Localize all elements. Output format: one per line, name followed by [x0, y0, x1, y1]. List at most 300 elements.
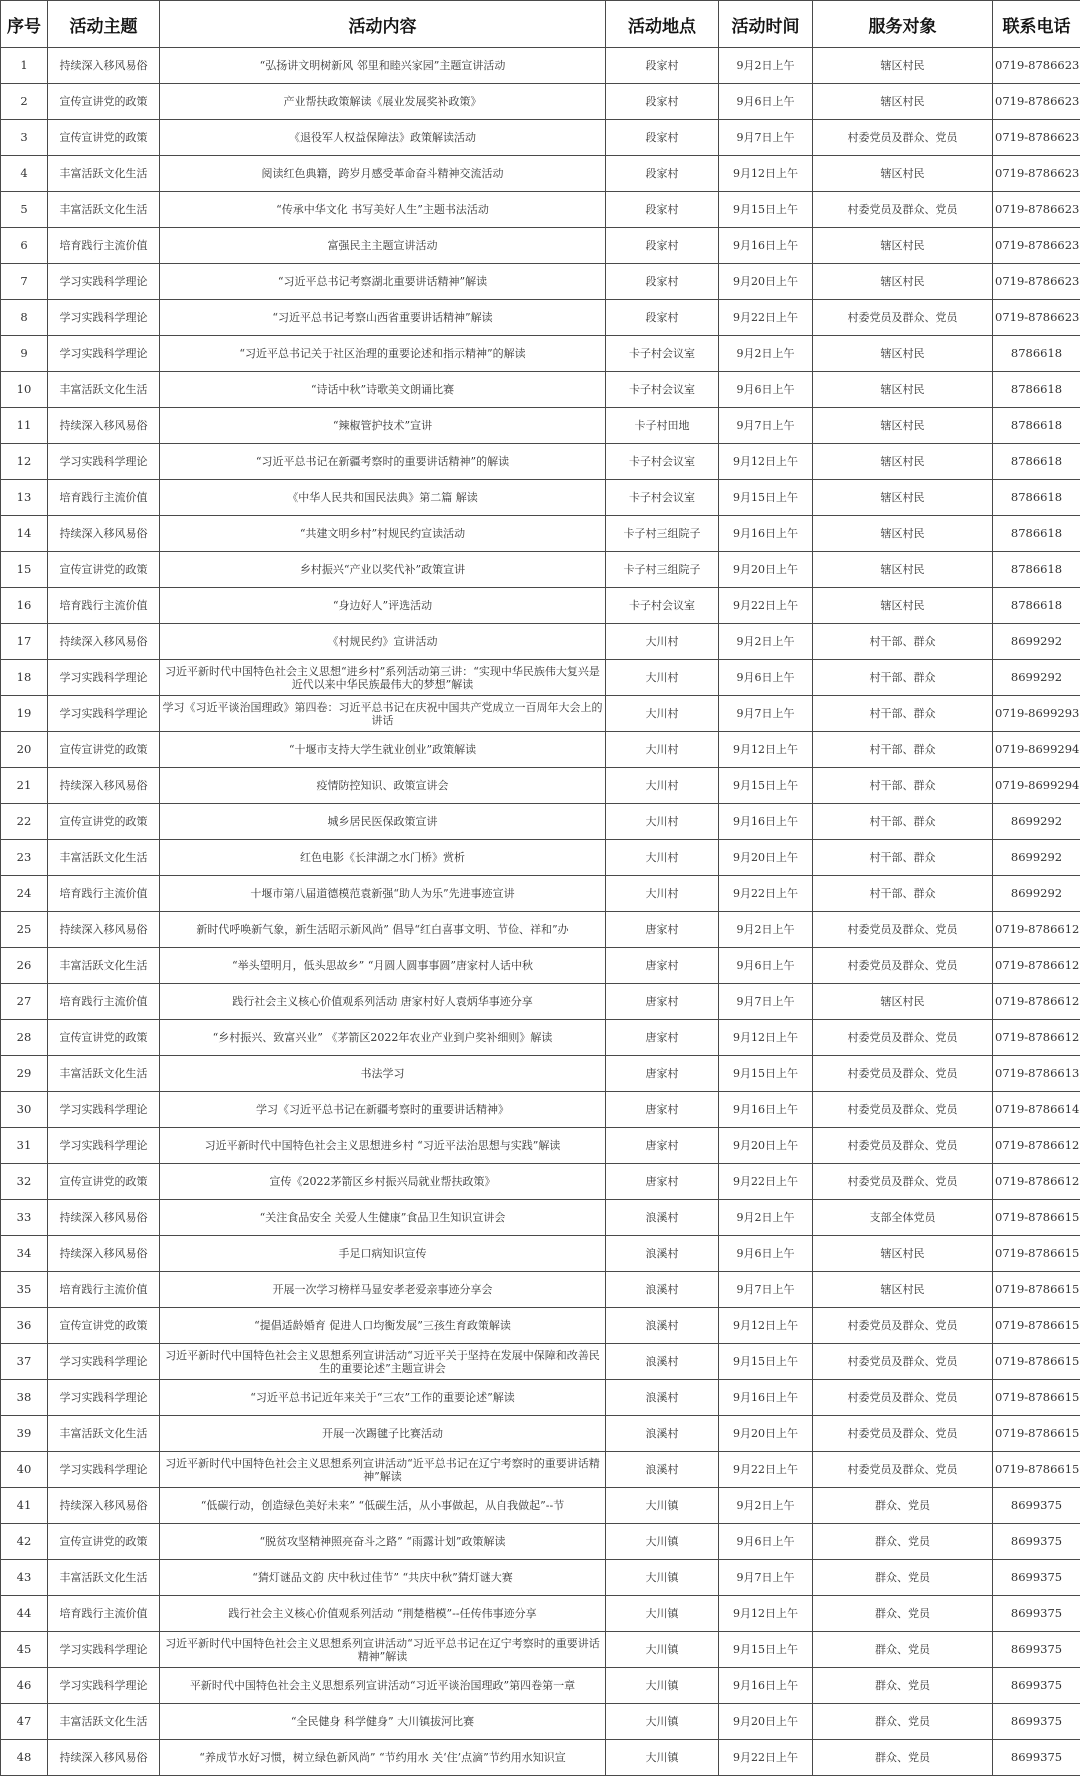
contact-phone: 0719-8786623: [993, 264, 1080, 300]
activity-location: 大川镇: [606, 1704, 719, 1740]
activity-theme: 学习实践科学理论: [48, 1128, 160, 1164]
row-index: 13: [1, 480, 48, 516]
row-index: 25: [1, 912, 48, 948]
activity-time: 9月15日上午: [719, 1056, 813, 1092]
table-row: [1, 1704, 1080, 1740]
activity-content: 习近平新时代中国特色社会主义思想进乡村 “习近平法治思想与实践”解读: [160, 1128, 606, 1164]
contact-phone: 0719-8786623: [993, 192, 1080, 228]
activity-theme: 宣传宣讲党的政策: [48, 120, 160, 156]
service-target: 村委党员及群众、党员: [813, 912, 993, 948]
service-target: 辖区村民: [813, 336, 993, 372]
service-target: 辖区村民: [813, 408, 993, 444]
activity-content: 乡村振兴“产业以奖代补”政策宣讲: [160, 552, 606, 588]
activity-theme: 丰富活跃文化生活: [48, 1416, 160, 1452]
header-phone: 联系电话: [993, 1, 1080, 48]
activity-theme: 丰富活跃文化生活: [48, 156, 160, 192]
activity-content: 习近平新时代中国特色社会主义思想系列宣讲活动“习近平关于坚持在发展中保障和改善民生的重要论述”主题宣讲会: [160, 1344, 606, 1380]
row-index: 20: [1, 732, 48, 768]
row-index: 31: [1, 1128, 48, 1164]
activity-content: 《中华人民共和国民法典》第二篇 解读: [160, 480, 606, 516]
activity-theme: 持续深入移风易俗: [48, 48, 160, 84]
activity-location: 唐家村: [606, 912, 719, 948]
row-index: 17: [1, 624, 48, 660]
activity-time: 9月15日上午: [719, 768, 813, 804]
activity-time: 9月7日上午: [719, 696, 813, 732]
table-row: [1, 1632, 1080, 1668]
header-index: 序号: [1, 1, 48, 48]
activity-theme: 培育践行主流价值: [48, 1596, 160, 1632]
activity-theme: 学习实践科学理论: [48, 444, 160, 480]
contact-phone: 0719-8786615: [993, 1236, 1080, 1272]
table-row: [1, 48, 1080, 84]
contact-phone: 0719-8699294: [993, 768, 1080, 804]
service-target: 群众、党员: [813, 1704, 993, 1740]
activity-time: 9月22日上午: [719, 300, 813, 336]
table-row: [1, 1596, 1080, 1632]
activity-content: 习近平新时代中国特色社会主义思想系列宣讲活动“习近平总书记在辽宁考察时的重要讲话精神”解读: [160, 1632, 606, 1668]
contact-phone: 8699375: [993, 1704, 1080, 1740]
activity-theme: 学习实践科学理论: [48, 1380, 160, 1416]
activity-time: 9月12日上午: [719, 1020, 813, 1056]
table-row: [1, 876, 1080, 912]
contact-phone: 8786618: [993, 516, 1080, 552]
activity-location: 段家村: [606, 120, 719, 156]
activity-content: “低碳行动，创造绿色美好未来” “低碳生活，从小事做起，从自我做起”--节: [160, 1488, 606, 1524]
activity-theme: 持续深入移风易俗: [48, 624, 160, 660]
activity-theme: 丰富活跃文化生活: [48, 372, 160, 408]
activity-location: 唐家村: [606, 1056, 719, 1092]
contact-phone: 0719-8786612: [993, 948, 1080, 984]
contact-phone: 8699292: [993, 840, 1080, 876]
row-index: 10: [1, 372, 48, 408]
activity-location: 段家村: [606, 228, 719, 264]
activity-theme: 宣传宣讲党的政策: [48, 84, 160, 120]
service-target: 群众、党员: [813, 1560, 993, 1596]
activity-time: 9月12日上午: [719, 1308, 813, 1344]
activity-location: 卡子村会议室: [606, 336, 719, 372]
row-index: 43: [1, 1560, 48, 1596]
row-index: 19: [1, 696, 48, 732]
contact-phone: 0719-8786623: [993, 120, 1080, 156]
row-index: 47: [1, 1704, 48, 1740]
row-index: 3: [1, 120, 48, 156]
service-target: 村干部、群众: [813, 840, 993, 876]
activity-location: 大川镇: [606, 1524, 719, 1560]
table-row: [1, 264, 1080, 300]
service-target: 村委党员及群众、党员: [813, 1308, 993, 1344]
contact-phone: 8699292: [993, 624, 1080, 660]
service-target: 村委党员及群众、党员: [813, 948, 993, 984]
row-index: 40: [1, 1452, 48, 1488]
contact-phone: 0719-8786612: [993, 1164, 1080, 1200]
row-index: 2: [1, 84, 48, 120]
activity-time: 9月7日上午: [719, 1272, 813, 1308]
row-index: 30: [1, 1092, 48, 1128]
service-target: 群众、党员: [813, 1524, 993, 1560]
row-index: 9: [1, 336, 48, 372]
activity-content: “共建文明乡村”村规民约宣读活动: [160, 516, 606, 552]
service-target: 村委党员及群众、党员: [813, 1056, 993, 1092]
row-index: 1: [1, 48, 48, 84]
activity-content: 《村规民约》宣讲活动: [160, 624, 606, 660]
row-index: 24: [1, 876, 48, 912]
activity-location: 卡子村三组院子: [606, 552, 719, 588]
activity-location: 浪溪村: [606, 1200, 719, 1236]
contact-phone: 0719-8786623: [993, 48, 1080, 84]
service-target: 村干部、群众: [813, 696, 993, 732]
activity-location: 浪溪村: [606, 1452, 719, 1488]
activity-content: 学习《习近平总书记在新疆考察时的重要讲话精神》: [160, 1092, 606, 1128]
activity-time: 9月2日上午: [719, 624, 813, 660]
activity-time: 9月16日上午: [719, 228, 813, 264]
activity-theme: 持续深入移风易俗: [48, 1236, 160, 1272]
contact-phone: 0719-8786614: [993, 1092, 1080, 1128]
table-row: [1, 1092, 1080, 1128]
activity-time: 9月20日上午: [719, 264, 813, 300]
table-body: [1, 48, 1080, 1776]
activity-time: 9月2日上午: [719, 48, 813, 84]
activity-content: 富强民主主题宣讲活动: [160, 228, 606, 264]
table-row: [1, 588, 1080, 624]
row-index: 22: [1, 804, 48, 840]
activity-content: “养成节水好习惯，树立绿色新风尚” “节约用水 关‘住’点滴”节约用水知识宣: [160, 1740, 606, 1776]
table-row: [1, 1020, 1080, 1056]
activity-theme: 学习实践科学理论: [48, 1632, 160, 1668]
activity-time: 9月22日上午: [719, 1740, 813, 1776]
activity-location: 卡子村会议室: [606, 588, 719, 624]
activity-content: “举头望明月，低头思故乡” “月圆人圆事事圆”唐家村人话中秋: [160, 948, 606, 984]
service-target: 村委党员及群众、党员: [813, 1380, 993, 1416]
contact-phone: 0719-8786615: [993, 1272, 1080, 1308]
contact-phone: 0719-8786623: [993, 156, 1080, 192]
row-index: 7: [1, 264, 48, 300]
activity-theme: 丰富活跃文化生活: [48, 192, 160, 228]
activity-content: 践行社会主义核心价值观系列活动 唐家村好人袁炳华事迹分享: [160, 984, 606, 1020]
activity-content: 践行社会主义核心价值观系列活动 “荆楚楷模”--任传伟事迹分享: [160, 1596, 606, 1632]
activity-content: 宣传《2022茅箭区乡村振兴局就业帮扶政策》: [160, 1164, 606, 1200]
table-row: [1, 300, 1080, 336]
service-target: 村委党员及群众、党员: [813, 300, 993, 336]
table-row: [1, 624, 1080, 660]
activity-location: 段家村: [606, 300, 719, 336]
activity-time: 9月6日上午: [719, 1524, 813, 1560]
table-row: [1, 1236, 1080, 1272]
activity-theme: 培育践行主流价值: [48, 1272, 160, 1308]
activity-theme: 持续深入移风易俗: [48, 1740, 160, 1776]
activity-location: 卡子村会议室: [606, 372, 719, 408]
service-target: 辖区村民: [813, 156, 993, 192]
activity-location: 大川镇: [606, 1488, 719, 1524]
contact-phone: 0719-8786623: [993, 84, 1080, 120]
row-index: 46: [1, 1668, 48, 1704]
header-content: 活动内容: [160, 1, 606, 48]
activity-time: 9月12日上午: [719, 444, 813, 480]
activity-location: 浪溪村: [606, 1236, 719, 1272]
activity-time: 9月7日上午: [719, 120, 813, 156]
service-target: 辖区村民: [813, 372, 993, 408]
activity-time: 9月20日上午: [719, 1128, 813, 1164]
activity-content: 十堰市第八届道德模范袁新强“助人为乐”先进事迹宣讲: [160, 876, 606, 912]
activity-theme: 丰富活跃文化生活: [48, 1056, 160, 1092]
table-row: [1, 660, 1080, 696]
contact-phone: 0719-8786623: [993, 300, 1080, 336]
activity-time: 9月7日上午: [719, 408, 813, 444]
activity-theme: 持续深入移风易俗: [48, 516, 160, 552]
activity-time: 9月15日上午: [719, 1632, 813, 1668]
activity-theme: 持续深入移风易俗: [48, 408, 160, 444]
activity-time: 9月16日上午: [719, 1668, 813, 1704]
activity-location: 唐家村: [606, 1092, 719, 1128]
activity-time: 9月22日上午: [719, 1452, 813, 1488]
service-target: 群众、党员: [813, 1596, 993, 1632]
contact-phone: 8786618: [993, 408, 1080, 444]
contact-phone: 0719-8786615: [993, 1416, 1080, 1452]
table-row: [1, 696, 1080, 732]
activity-theme: 培育践行主流价值: [48, 228, 160, 264]
service-target: 辖区村民: [813, 1272, 993, 1308]
activity-location: 大川村: [606, 696, 719, 732]
activity-content: “传承中华文化 书写美好人生”主题书法活动: [160, 192, 606, 228]
activity-time: 9月6日上午: [719, 84, 813, 120]
service-target: 群众、党员: [813, 1632, 993, 1668]
activity-time: 9月2日上午: [719, 1200, 813, 1236]
activity-location: 段家村: [606, 264, 719, 300]
activity-time: 9月12日上午: [719, 732, 813, 768]
activity-location: 唐家村: [606, 984, 719, 1020]
activity-time: 9月15日上午: [719, 192, 813, 228]
activity-theme: 持续深入移风易俗: [48, 768, 160, 804]
contact-phone: 8786618: [993, 552, 1080, 588]
header-audience: 服务对象: [813, 1, 993, 48]
activity-content: “提倡适龄婚育 促进人口均衡发展”三孩生育政策解读: [160, 1308, 606, 1344]
activity-content: 习近平新时代中国特色社会主义思想系列宣讲活动“近平总书记在辽宁考察时的重要讲话精神”解读: [160, 1452, 606, 1488]
row-index: 5: [1, 192, 48, 228]
table-row: [1, 84, 1080, 120]
contact-phone: 8699292: [993, 876, 1080, 912]
service-target: 村干部、群众: [813, 804, 993, 840]
contact-phone: 0719-8786615: [993, 1452, 1080, 1488]
activity-time: 9月16日上午: [719, 1380, 813, 1416]
activity-content: “习近平总书记在新疆考察时的重要讲话精神”的解读: [160, 444, 606, 480]
activity-content: 产业帮扶政策解读《展业发展奖补政策》: [160, 84, 606, 120]
service-target: 群众、党员: [813, 1740, 993, 1776]
service-target: 辖区村民: [813, 1236, 993, 1272]
activity-content: 开展一次踢毽子比赛活动: [160, 1416, 606, 1452]
activity-theme: 培育践行主流价值: [48, 876, 160, 912]
contact-phone: 8786618: [993, 588, 1080, 624]
table-row: [1, 1380, 1080, 1416]
row-index: 39: [1, 1416, 48, 1452]
activity-content: “习近平总书记近年来关于“三农”工作的重要论述”解读: [160, 1380, 606, 1416]
service-target: 辖区村民: [813, 84, 993, 120]
service-target: 村干部、群众: [813, 624, 993, 660]
activity-location: 唐家村: [606, 1128, 719, 1164]
service-target: 支部全体党员: [813, 1200, 993, 1236]
contact-phone: 0719-8786612: [993, 1020, 1080, 1056]
activity-content: 学习《习近平谈治国理政》第四卷：习近平总书记在庆祝中国共产党成立一百周年大会上的讲话: [160, 696, 606, 732]
table-row: [1, 1272, 1080, 1308]
row-index: 27: [1, 984, 48, 1020]
service-target: 村委党员及群众、党员: [813, 120, 993, 156]
row-index: 38: [1, 1380, 48, 1416]
activity-content: 疫情防控知识、政策宣讲会: [160, 768, 606, 804]
activity-location: 大川村: [606, 768, 719, 804]
activity-theme: 培育践行主流价值: [48, 588, 160, 624]
service-target: 辖区村民: [813, 444, 993, 480]
service-target: 村委党员及群众、党员: [813, 1452, 993, 1488]
table-row: [1, 156, 1080, 192]
table-row: [1, 516, 1080, 552]
contact-phone: 8699292: [993, 660, 1080, 696]
service-target: 群众、党员: [813, 1668, 993, 1704]
activity-content: “关注食品安全 关爱人生健康”食品卫生知识宣讲会: [160, 1200, 606, 1236]
activity-content: “习近平总书记考察山西省重要讲话精神”解读: [160, 300, 606, 336]
table-row: [1, 1488, 1080, 1524]
table-row: [1, 1452, 1080, 1488]
table-row: [1, 120, 1080, 156]
activity-time: 9月2日上午: [719, 1488, 813, 1524]
activity-theme: 宣传宣讲党的政策: [48, 1164, 160, 1200]
contact-phone: 0719-8699294: [993, 732, 1080, 768]
service-target: 辖区村民: [813, 48, 993, 84]
contact-phone: 0719-8786615: [993, 1308, 1080, 1344]
header-theme: 活动主题: [48, 1, 160, 48]
contact-phone: 8699375: [993, 1488, 1080, 1524]
activity-location: 大川村: [606, 624, 719, 660]
service-target: 辖区村民: [813, 264, 993, 300]
activity-content: 平新时代中国特色社会主义思想系列宣讲活动“习近平谈治国理政”第四卷第一章: [160, 1668, 606, 1704]
activity-location: 大川村: [606, 660, 719, 696]
activity-location: 大川镇: [606, 1596, 719, 1632]
service-target: 村委党员及群众、党员: [813, 192, 993, 228]
row-index: 48: [1, 1740, 48, 1776]
header-row: [1, 1, 1080, 48]
service-target: 辖区村民: [813, 552, 993, 588]
table-row: [1, 1668, 1080, 1704]
service-target: 辖区村民: [813, 588, 993, 624]
contact-phone: 8699375: [993, 1632, 1080, 1668]
row-index: 14: [1, 516, 48, 552]
activity-theme: 宣传宣讲党的政策: [48, 1020, 160, 1056]
activity-content: “习近平总书记考察湖北重要讲话精神”解读: [160, 264, 606, 300]
activity-location: 大川镇: [606, 1632, 719, 1668]
row-index: 44: [1, 1596, 48, 1632]
table-row: [1, 228, 1080, 264]
activity-time: 9月15日上午: [719, 1344, 813, 1380]
service-target: 辖区村民: [813, 228, 993, 264]
service-target: 村委党员及群众、党员: [813, 1164, 993, 1200]
activity-time: 9月7日上午: [719, 984, 813, 1020]
contact-phone: 0719-8786612: [993, 1128, 1080, 1164]
activity-content: “身边好人”评选活动: [160, 588, 606, 624]
activity-time: 9月2日上午: [719, 912, 813, 948]
activity-time: 9月20日上午: [719, 552, 813, 588]
activity-theme: 培育践行主流价值: [48, 480, 160, 516]
activity-time: 9月22日上午: [719, 876, 813, 912]
activity-content: 开展一次学习榜样马显安孝老爱亲事迹分享会: [160, 1272, 606, 1308]
activity-theme: 学习实践科学理论: [48, 336, 160, 372]
row-index: 6: [1, 228, 48, 264]
activity-time: 9月15日上午: [719, 480, 813, 516]
row-index: 36: [1, 1308, 48, 1344]
activity-theme: 学习实践科学理论: [48, 1344, 160, 1380]
activity-content: “辣椒管护技术”宣讲: [160, 408, 606, 444]
row-index: 26: [1, 948, 48, 984]
row-index: 34: [1, 1236, 48, 1272]
activity-location: 大川镇: [606, 1740, 719, 1776]
activity-content: 《退役军人权益保障法》政策解读活动: [160, 120, 606, 156]
activity-theme: 宣传宣讲党的政策: [48, 1308, 160, 1344]
service-target: 群众、党员: [813, 1488, 993, 1524]
table-row: [1, 1164, 1080, 1200]
service-target: 村委党员及群众、党员: [813, 1128, 993, 1164]
contact-phone: 8699375: [993, 1524, 1080, 1560]
contact-phone: 8699375: [993, 1740, 1080, 1776]
activity-location: 段家村: [606, 48, 719, 84]
activity-theme: 丰富活跃文化生活: [48, 1704, 160, 1740]
activity-location: 大川村: [606, 840, 719, 876]
activity-time: 9月12日上午: [719, 156, 813, 192]
activity-content: 新时代呼唤新气象，新生活昭示新风尚” 倡导“红白喜事文明、节俭、祥和”办: [160, 912, 606, 948]
service-target: 村委党员及群众、党员: [813, 1092, 993, 1128]
activity-theme: 学习实践科学理论: [48, 300, 160, 336]
service-target: 辖区村民: [813, 480, 993, 516]
contact-phone: 0719-8786612: [993, 984, 1080, 1020]
service-target: 村委党员及群众、党员: [813, 1020, 993, 1056]
activity-location: 卡子村三组院子: [606, 516, 719, 552]
contact-phone: 8699375: [993, 1596, 1080, 1632]
table-row: [1, 1200, 1080, 1236]
activity-location: 唐家村: [606, 948, 719, 984]
activity-time: 9月16日上午: [719, 804, 813, 840]
table-row: [1, 372, 1080, 408]
contact-phone: 8699375: [993, 1668, 1080, 1704]
contact-phone: 8786618: [993, 336, 1080, 372]
row-index: 33: [1, 1200, 48, 1236]
activity-content: “全民健身 科学健身” 大川镇拔河比赛: [160, 1704, 606, 1740]
contact-phone: 8786618: [993, 444, 1080, 480]
activity-content: “弘扬讲文明树新风 邻里和睦兴家园”主题宣讲活动: [160, 48, 606, 84]
contact-phone: 0719-8786623: [993, 228, 1080, 264]
service-target: 辖区村民: [813, 984, 993, 1020]
activity-time: 9月16日上午: [719, 516, 813, 552]
contact-phone: 0719-8786615: [993, 1200, 1080, 1236]
activity-location: 大川村: [606, 732, 719, 768]
activity-theme: 宣传宣讲党的政策: [48, 1524, 160, 1560]
table-row: [1, 1740, 1080, 1776]
row-index: 42: [1, 1524, 48, 1560]
activity-location: 浪溪村: [606, 1344, 719, 1380]
activity-theme: 学习实践科学理论: [48, 264, 160, 300]
activity-theme: 学习实践科学理论: [48, 1092, 160, 1128]
activity-location: 浪溪村: [606, 1272, 719, 1308]
activity-theme: 学习实践科学理论: [48, 1668, 160, 1704]
contact-phone: 8786618: [993, 480, 1080, 516]
service-target: 村干部、群众: [813, 732, 993, 768]
row-index: 45: [1, 1632, 48, 1668]
activity-content: 习近平新时代中国特色社会主义思想“进乡村”系列活动第三讲：“实现中华民族伟大复兴是近代以来中华民族最伟大的梦想”解读: [160, 660, 606, 696]
activity-theme: 学习实践科学理论: [48, 660, 160, 696]
activity-location: 段家村: [606, 84, 719, 120]
table-row: [1, 1416, 1080, 1452]
activity-time: 9月6日上午: [719, 372, 813, 408]
table-row: [1, 732, 1080, 768]
activity-theme: 宣传宣讲党的政策: [48, 804, 160, 840]
service-target: 村干部、群众: [813, 660, 993, 696]
row-index: 35: [1, 1272, 48, 1308]
activity-content: 红色电影《长津湖之水门桥》赏析: [160, 840, 606, 876]
table-row: [1, 768, 1080, 804]
